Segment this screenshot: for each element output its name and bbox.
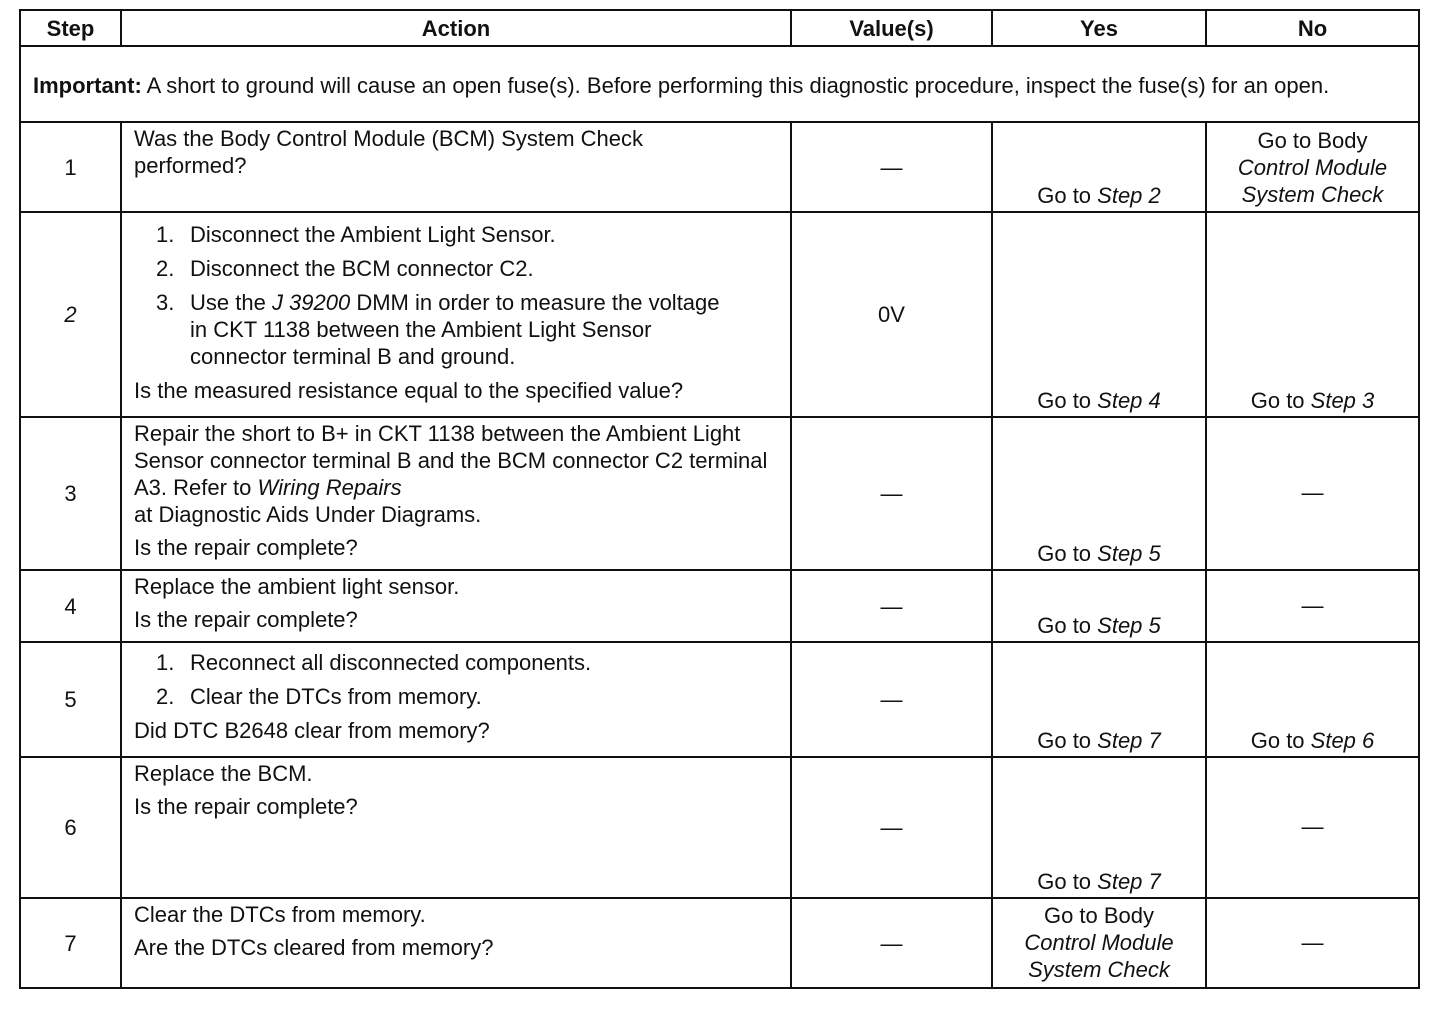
yes-cell bbox=[992, 122, 1206, 212]
action-list bbox=[134, 649, 782, 710]
value-cell: — bbox=[791, 417, 992, 570]
question-text: Did DTC B2648 clear from memory? bbox=[134, 718, 490, 743]
list-item-text: Disconnect the BCM connector C2. bbox=[190, 256, 534, 281]
value-cell: — bbox=[791, 757, 992, 898]
important-label: Important: bbox=[33, 72, 142, 98]
no-cell bbox=[1206, 642, 1419, 757]
no-cell: — bbox=[1206, 570, 1419, 642]
tool-ref: J 39200 bbox=[271, 290, 351, 315]
wiring-repairs-ref: Wiring Repairs bbox=[257, 475, 402, 500]
header-action: Action bbox=[121, 10, 791, 46]
yes-prefix: Go to bbox=[1037, 388, 1098, 413]
question-text: Are the DTCs cleared from memory? bbox=[134, 935, 494, 960]
step-number: 7 bbox=[20, 898, 121, 988]
step-number: 5 bbox=[20, 642, 121, 757]
yes-line: Control Module bbox=[1024, 929, 1174, 955]
list-item-text: DMM in order to measure the voltage in CKT 1138 between the Ambient Light Sensor connector terminal B and ground. bbox=[190, 290, 720, 369]
yes-cell bbox=[992, 642, 1206, 757]
yes-line: System Check bbox=[1028, 956, 1170, 982]
diagnostic-table bbox=[19, 9, 1420, 989]
no-line: Control Module bbox=[1237, 155, 1388, 180]
yes-prefix: Go to bbox=[1037, 613, 1098, 638]
yes-link: Step 2 bbox=[1097, 183, 1161, 208]
table-row-step-1 bbox=[20, 122, 1419, 212]
no-prefix: Go to bbox=[1250, 728, 1311, 753]
yes-link: Step 5 bbox=[1097, 613, 1161, 638]
question-text: Is the repair complete? bbox=[134, 794, 358, 819]
important-note-row bbox=[20, 46, 1419, 122]
step-number: 3 bbox=[20, 417, 121, 570]
action-text: at Diagnostic Aids Under Diagrams. bbox=[134, 502, 482, 527]
header-step: Step bbox=[20, 10, 121, 46]
list-item-text: Reconnect all disconnected components. bbox=[190, 650, 592, 675]
table-row-step-5 bbox=[20, 642, 1419, 757]
important-text: A short to ground will cause an open fuse(s). Before performing this diagnostic procedure, inspect the fuse(s) for an open. bbox=[141, 72, 1330, 98]
yes-link: Step 7 bbox=[1097, 728, 1161, 753]
value-cell: — bbox=[791, 898, 992, 988]
list-item: 2. Clear the DTCs from memory. bbox=[156, 684, 482, 709]
action-cell bbox=[121, 898, 791, 988]
yes-cell bbox=[992, 417, 1206, 570]
table-row-step-2 bbox=[20, 212, 1419, 417]
step-number: 4 bbox=[20, 570, 121, 642]
yes-link: Step 4 bbox=[1097, 388, 1161, 413]
action-cell bbox=[121, 642, 791, 757]
value-cell: 0V bbox=[791, 212, 992, 417]
table-row-step-7 bbox=[20, 898, 1419, 988]
action-cell bbox=[121, 417, 791, 570]
yes-prefix: Go to bbox=[1037, 869, 1098, 894]
no-link: Step 3 bbox=[1310, 388, 1375, 413]
yes-cell bbox=[992, 570, 1206, 642]
header-yes: Yes bbox=[992, 10, 1206, 46]
question-text: Is the repair complete? bbox=[134, 607, 358, 632]
yes-link: Step 7 bbox=[1097, 869, 1161, 894]
yes-cell bbox=[992, 898, 1206, 988]
no-cell: — bbox=[1206, 417, 1419, 570]
yes-prefix: Go to bbox=[1037, 728, 1098, 753]
important-note bbox=[20, 46, 1419, 122]
no-link: Step 6 bbox=[1310, 728, 1375, 753]
action-list bbox=[134, 221, 782, 370]
step-number: 1 bbox=[20, 122, 121, 212]
yes-prefix: Go to bbox=[1037, 183, 1098, 208]
list-item: 1. Disconnect the Ambient Light Sensor. bbox=[156, 222, 556, 247]
list-item-text: Clear the DTCs from memory. bbox=[190, 684, 482, 709]
step-number-text: 2 bbox=[64, 302, 77, 327]
action-text: Replace the BCM. bbox=[134, 761, 313, 786]
header-row bbox=[20, 10, 1419, 46]
value-cell: — bbox=[791, 570, 992, 642]
value-cell: — bbox=[791, 642, 992, 757]
list-item-text: Disconnect the Ambient Light Sensor. bbox=[190, 222, 556, 247]
no-cell bbox=[1206, 212, 1419, 417]
table-row-step-6 bbox=[20, 757, 1419, 898]
list-item: 3. Use the J 39200 DMM in order to measure the voltage in CKT 1138 between the Ambient Light Sensor connector terminal B and ground. bbox=[156, 290, 720, 369]
value-cell: — bbox=[791, 122, 992, 212]
step-number bbox=[20, 212, 121, 417]
question-text: Is the measured resistance equal to the specified value? bbox=[134, 378, 684, 403]
no-cell: — bbox=[1206, 898, 1419, 988]
step-number: 6 bbox=[20, 757, 121, 898]
action-text: Was the Body Control Module (BCM) System Check performed? bbox=[121, 122, 791, 212]
header-no: No bbox=[1206, 10, 1419, 46]
no-cell bbox=[1206, 122, 1419, 212]
yes-cell bbox=[992, 757, 1206, 898]
no-line: Go to Body bbox=[1257, 128, 1368, 153]
header-values: Value(s) bbox=[791, 10, 992, 46]
table-row-step-4 bbox=[20, 570, 1419, 642]
list-item-text: Use the bbox=[190, 290, 272, 315]
no-line: System Check bbox=[1241, 182, 1384, 207]
action-cell bbox=[121, 757, 791, 898]
action-text: Clear the DTCs from memory. bbox=[134, 902, 426, 927]
yes-prefix: Go to bbox=[1037, 541, 1098, 566]
yes-link: Step 5 bbox=[1097, 541, 1161, 566]
yes-cell bbox=[992, 212, 1206, 417]
action-cell bbox=[121, 570, 791, 642]
action-text: Repair the short to B+ in CKT 1138 between the Ambient Light Sensor connector terminal B and the BCM connector C2 terminal A3. Refer to bbox=[134, 421, 768, 500]
action-cell bbox=[121, 212, 791, 417]
no-prefix: Go to bbox=[1250, 388, 1311, 413]
list-item: 2. Disconnect the BCM connector C2. bbox=[156, 256, 534, 281]
yes-line: Go to Body bbox=[1043, 902, 1155, 928]
no-cell: — bbox=[1206, 757, 1419, 898]
list-item: 1. Reconnect all disconnected components. bbox=[156, 650, 592, 675]
question-text: Is the repair complete? bbox=[134, 535, 358, 560]
table-row-step-3 bbox=[20, 417, 1419, 570]
action-text: Replace the ambient light sensor. bbox=[134, 574, 460, 599]
